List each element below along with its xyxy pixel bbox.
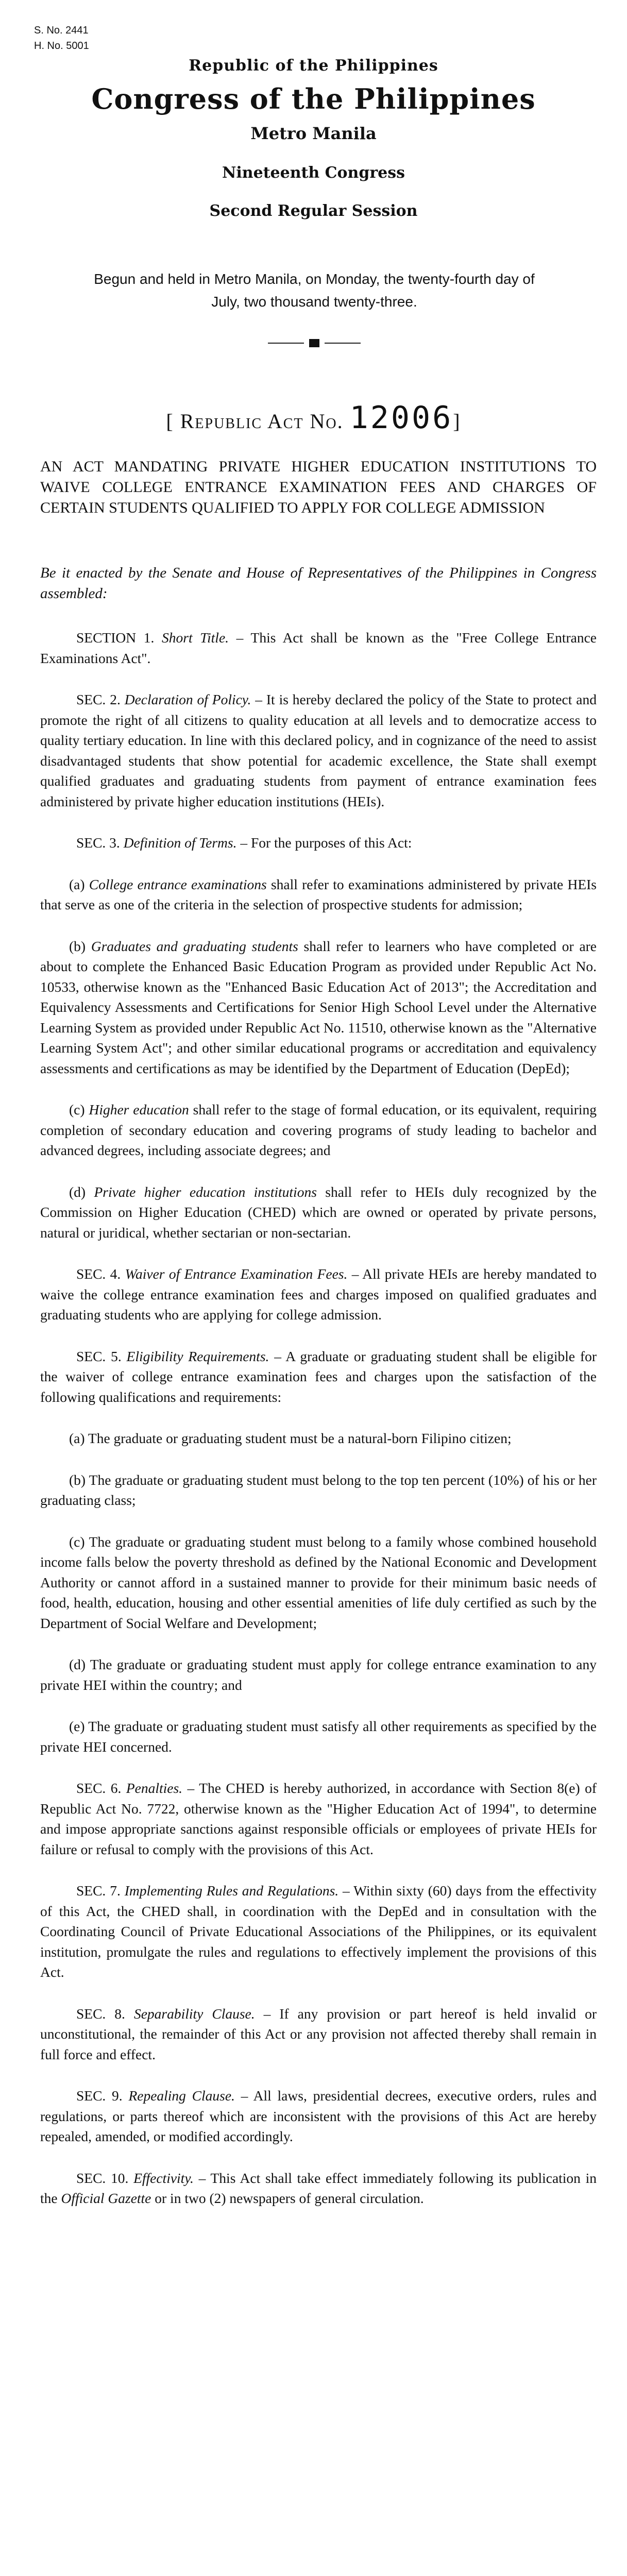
section-divider [268, 338, 361, 348]
section-2: SEC. 2. Declaration of Policy. – It is hereby declared the policy of the State to protect and promote the right of all citizens to quality education at all levels and to democratize access to quality tertiary education. In line with this declared policy, and in cognizance of the need to assist disadvantaged students that show potential for academic excellence, the State shall exempt qualified graduates and graduating students from payment of entrance examination fees administered by private higher education institutions (HEIs). [40, 691, 597, 809]
house-bill-number: H. No. 5001 [34, 40, 89, 52]
section-5b: (b) The graduate or graduating student must belong to the top ten percent (10%) of his or her graduating class; [40, 1471, 597, 1508]
section-5d: (d) The graduate or graduating student must apply for college entrance examination to any private HEI within the country; and [40, 1656, 597, 1693]
republic-act-number: [ Republic Act No. 12006] [166, 400, 461, 436]
section-1: SECTION 1. Short Title. – This Act shall be known as the "Free College Entrance Examinations Act". [40, 630, 597, 666]
section-3b: (b) Graduates and graduating students shall refer to learners who have completed or are about to complete the Enhanced Basic Education Program as provided under Republic Act No. 10533, otherwise known as the "Enhanced Basic Education Act of 2013"; the Accreditation and Equivalency Assessments and Certifications for Senior High School Level under the Alternative Learning System as provided under Republic Act No. 11510, otherwise known as the "Alternative Learning System Act"; and other similar educational programs or accreditation and equivalency assessments and certifications as may be identified by the Department of Education (DepEd); [40, 938, 597, 1076]
section-8: SEC. 8. Separability Clause. – If any provision or part hereof is held invalid or unconstitutional, the remainder of this Act or any provision not affected thereby shall remain in full force and effect. [40, 2005, 597, 2062]
congress-number-heading: Nineteenth Congress [222, 164, 405, 182]
session-heading: Second Regular Session [209, 202, 418, 220]
section-5c: (c) The graduate or graduating student must belong to a family whose combined household income falls below the poverty threshold as defined by the National Economic and Development Authority or cannot afford in a sustained manner to provide for their minimum basic needs of food, health, education, housing and other essential amenities of life duly certified as such by the Department of Social Welfare and Development; [40, 1533, 597, 1631]
section-4: SEC. 4. Waiver of Entrance Examination Fees. – All private HEIs are hereby mandated to waive the college entrance examination fees and charges imposed on qualified graduates and graduating students who are applying for college admission. [40, 1266, 597, 1323]
section-5: SEC. 5. Eligibility Requirements. – A graduate or graduating student shall be eligible for the waiver of college entrance examination fees and charges upon the satisfaction of the following qualifications and requirements: [40, 1348, 597, 1405]
ra-label: Republic Act No. [180, 410, 344, 433]
congress-heading: Congress of the Philippines [91, 82, 536, 115]
section-3d: (d) Private higher education institutions shall refer to HEIs duly recognized by the Commission on Higher Education (CHED) which are owned or operated by private persons, natural or juridical, whether sectarian or non-sectarian. [40, 1183, 597, 1241]
section-7: SEC. 7. Implementing Rules and Regulations. – Within sixty (60) days from the effectivity of this Act, the CHED shall, in coordination with the DepEd and in consultation with the Coordinating Council of Private Educational Associations of the Philippines, or its equivalent institution, promulgate the rules and regulations to effectively implement the provisions of this Act. [40, 1883, 597, 1980]
section-5e: (e) The graduate or graduating student must satisfy all other requirements as specified by the private HEI concerned. [40, 1718, 597, 1755]
act-body [40, 628, 597, 2230]
senate-bill-number: S. No. 2441 [34, 25, 89, 36]
section-9: SEC. 9. Repealing Clause. – All laws, presidential decrees, executive orders, rules and regulations, or parts thereof which are inconsistent with the provisions of this Act are hereby repealed, amended, or modified accordingly. [40, 2088, 597, 2144]
section-3: SEC. 3. Definition of Terms. – For the purposes of this Act: [76, 835, 412, 851]
location-heading: Metro Manila [250, 124, 377, 143]
begun-statement: Begun and held in Metro Manila, on Monday, the twenty-fourth day of July, two thousand twenty-three. [94, 271, 535, 310]
section-5a: (a) The graduate or graduating student must be a natural-born Filipino citizen; [69, 1430, 512, 1446]
section-6: SEC. 6. Penalties. – The CHED is hereby authorized, in accordance with Section 8(e) of Republic Act No. 7722, otherwise known as the "Higher Education Act of 1994", to determine and impose appropriate sanctions against responsible officials or employees of private HEIs for failure or refusal to comply with the provisions of this Act. [40, 1780, 597, 1857]
ra-number: 12006 [349, 400, 453, 436]
section-10: SEC. 10. Effectivity. – This Act shall take effect immediately following its publication in the Official Gazette or in two (2) newspapers of general circulation. [40, 2170, 597, 2206]
section-3a: (a) College entrance examinations shall refer to examinations administered by private HEIs that serve as one of the criteria in the selection of prospective students for admission; [40, 876, 597, 912]
act-title: AN ACT MANDATING PRIVATE HIGHER EDUCATION INSTITUTIONS TO WAIVE COLLEGE ENTRANCE EXAMINATION FEES AND CHARGES OF CERTAIN STUDENTS QUALIFIED TO APPLY FOR COLLEGE ADMISSION [40, 458, 597, 516]
republic-heading: Republic of the Philippines [189, 57, 438, 75]
enacting-clause: Be it enacted by the Senate and House of Representatives of the Philippines in Congress assembled: [40, 565, 597, 602]
section-3c: (c) Higher education shall refer to the stage of formal education, or its equivalent, requiring completion of secondary education and covering programs of study leading to bachelor and advanced degrees, including associate degrees; and [40, 1101, 597, 1158]
bill-numbers [34, 23, 89, 54]
